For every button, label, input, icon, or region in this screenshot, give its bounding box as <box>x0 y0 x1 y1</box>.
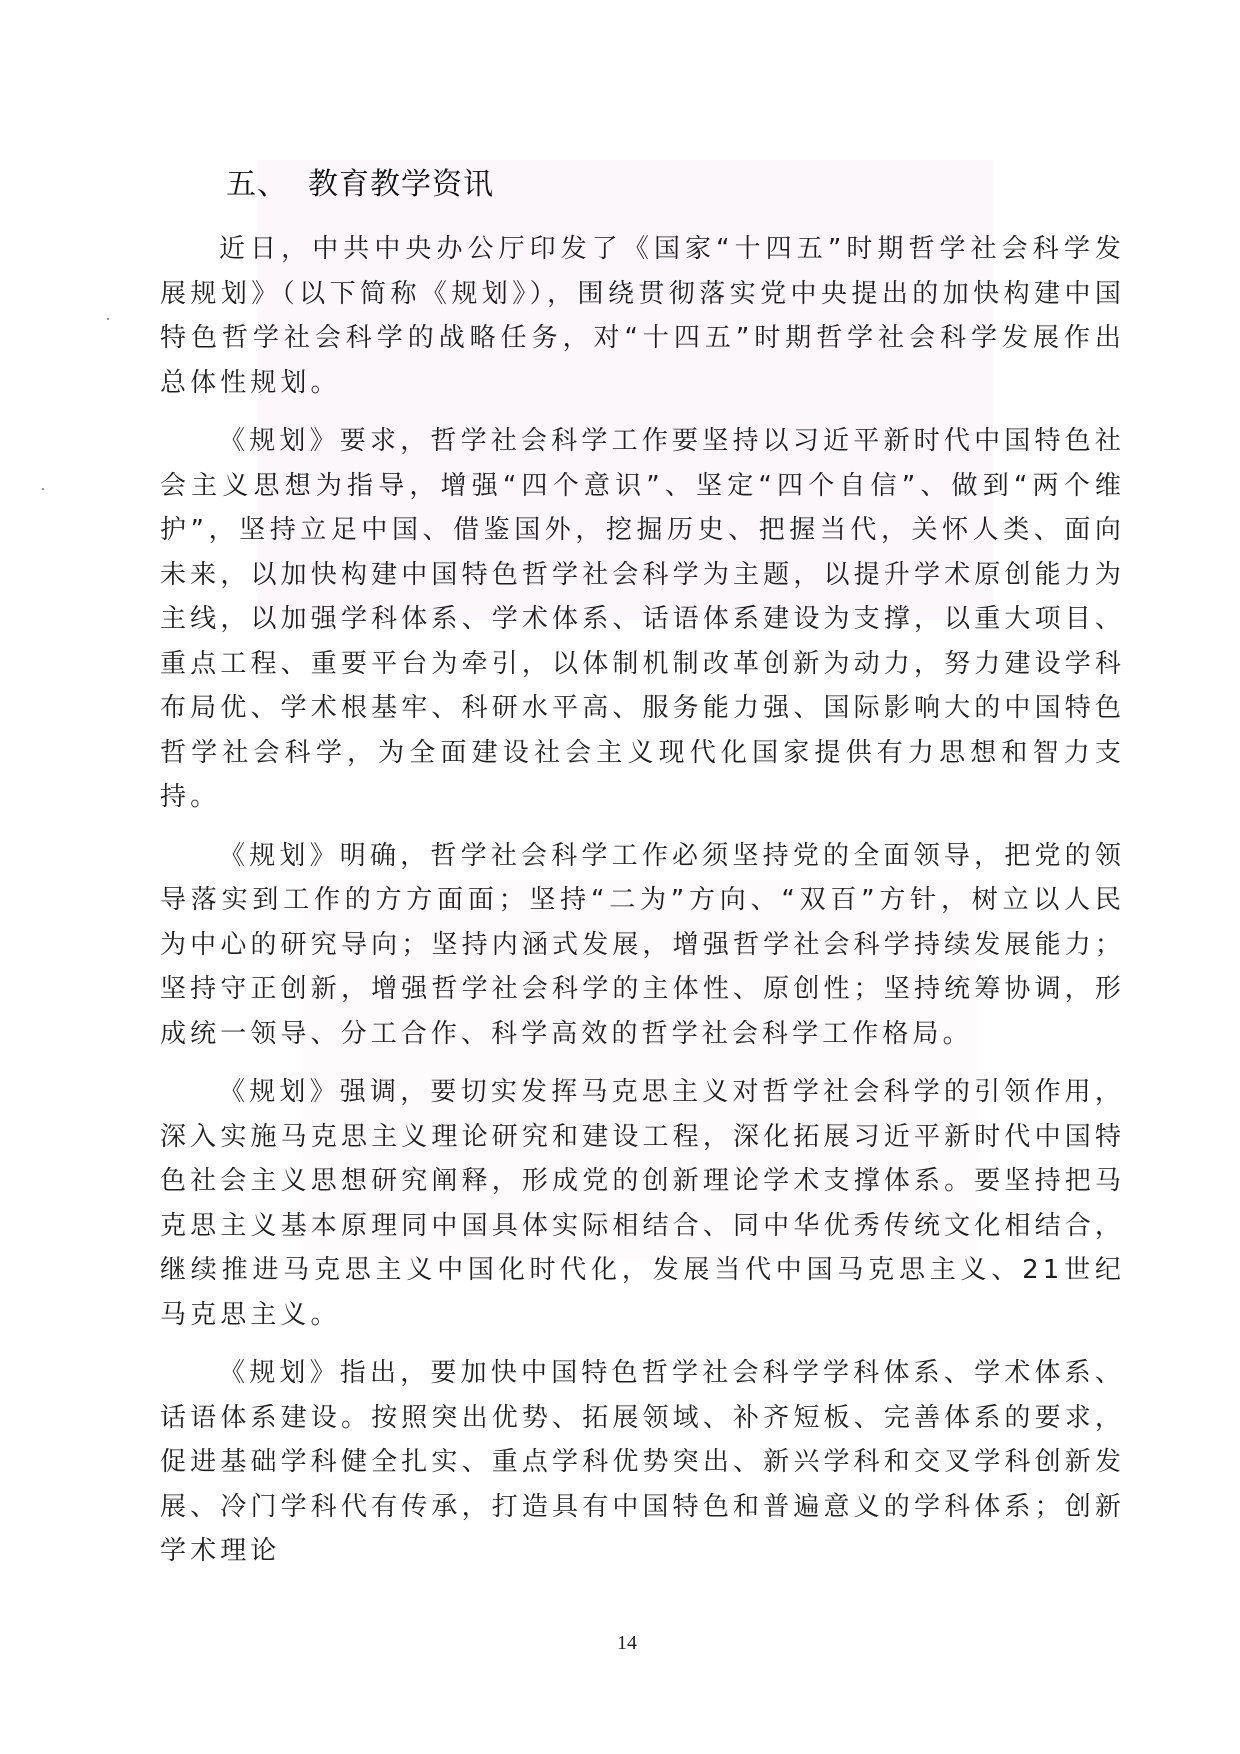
paragraph: 《规划》强调，要切实发挥马克思主义对哲学社会科学的引领作用，深入实施马克思主义理论研究和建设工程，深化拓展习近平新时代中国特色社会主义思想研究阐释，形成党的创新理论学术支撑体系。要坚持把马克思主义基本原理同中国具体实际相结合、同中华优秀传统文化相结合，继续推进马克思主义中国化时代化，发展当代中国马克思主义、21世纪马克思主义。 <box>160 1077 1125 1330</box>
paragraph: 《规划》指出，要加快中国特色哲学社会科学学科体系、学术体系、话语体系建设。按照突出优势、拓展领域、补齐短板、完善体系的要求，促进基础学科健全扎实、重点学科优势突出、新兴学科和交叉学科创新发展、冷门学科代有传承，打造具有中国特色和普遍意义的学科体系；创新学术理论 <box>160 1358 1125 1566</box>
section-number: 五、 <box>226 167 288 202</box>
section-heading <box>226 163 1125 207</box>
section-title: 教育教学资讯 <box>308 167 494 202</box>
paragraph: 近日，中共中央办公厅印发了《国家“十四五”时期哲学社会科学发展规划》（以下简称《规划》），围绕贯彻落实党中央提出的加快构建中国特色哲学社会科学的战略任务，对“十四五”时期哲学社会科学发展作出总体性规划。 <box>160 234 1125 398</box>
page-number: 14 <box>617 1632 637 1654</box>
document-body <box>160 163 1125 1588</box>
paragraph: 《规划》明确，哲学社会科学工作必须坚持党的全面领导，把党的领导落实到工作的方方面面；坚持“二为”方向、“双百”方针，树立以人民为中心的研究导向；坚持内涵式发展，增强哲学社会科学持续发展能力；坚持守正创新，增强哲学社会科学的主体性、原创性；坚持统筹协调，形成统一领导、分工合作、科学高效的哲学社会科学工作格局。 <box>160 840 1125 1049</box>
scan-speck <box>107 318 109 320</box>
paragraph: 《规划》要求，哲学社会科学工作要坚持以习近平新时代中国特色社会主义思想为指导，增强“四个意识”、坚定“四个自信”、做到“两个维护”，坚持立足中国、借鉴国外，挖掘历史、把握当代，关怀人类、面向未来，以加快构建中国特色哲学社会科学为主题，以提升学术原创能力为主线，以加强学科体系、学术体系、话语体系建设为支撑，以重大项目、重点工程、重要平台为牵引，以体制机制改革创新为动力，努力建设学科布局优、学术根基牢、科研水平高、服务能力强、国际影响大的中国特色哲学社会科学，为全面建设社会主义现代化国家提供有力思想和智力支持。 <box>160 426 1125 812</box>
scan-speck <box>42 488 44 490</box>
